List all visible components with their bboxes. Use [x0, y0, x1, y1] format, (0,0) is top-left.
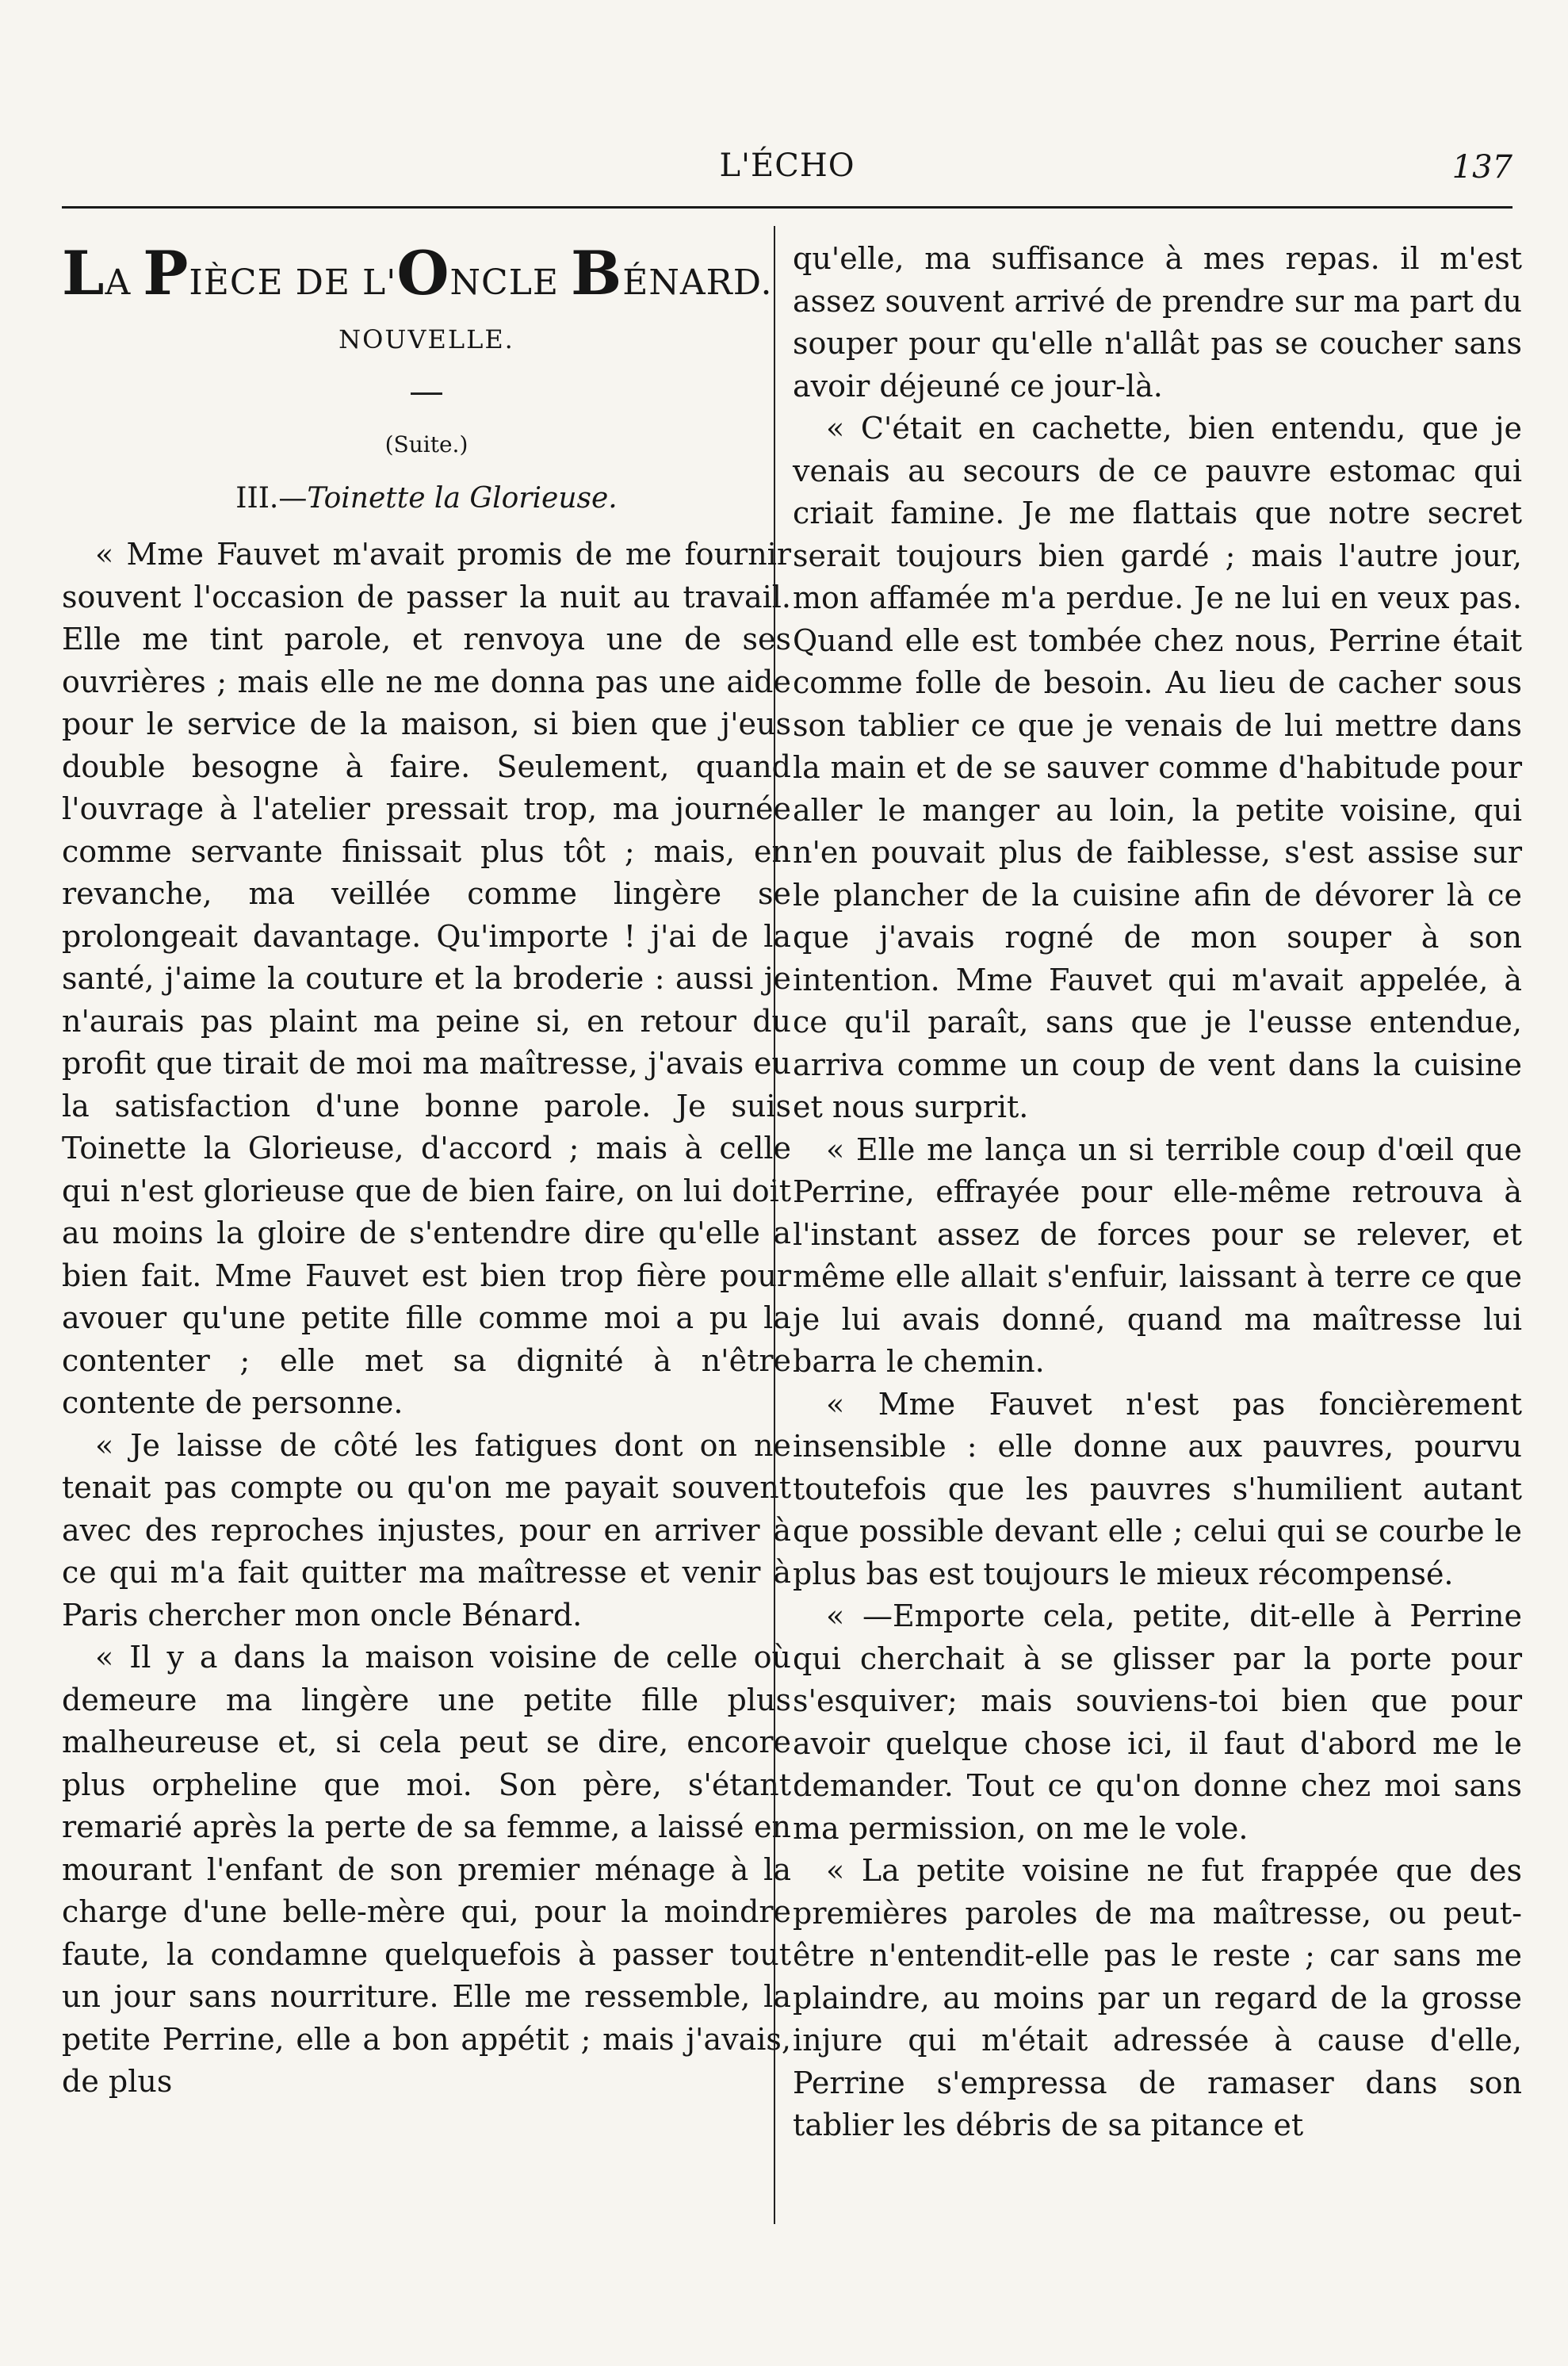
- suite-label: (Suite.): [384, 431, 468, 458]
- chapter-number: III.—: [235, 481, 308, 515]
- paragraph: « Mme Fauvet n'est pas foncièrement insensible : elle donne aux pauvres, pourvu toutefois que les pauvres s'humilient autant que possible devant elle ; celui qui se courbe le plus bas est toujours le mieux récompensé.: [793, 1386, 1522, 1591]
- left-column: [62, 238, 791, 2212]
- title-rest-4: ÉNARD.: [622, 262, 773, 303]
- paragraph: « C'était en cachette, bien entendu, que je venais au secours de ce pauvre estomac qui criait famine. Je me flattais que notre secret serait toujours bien gardé ; mais l'autre jour, mon affamée m'a perdue. Je ne lui en veux pas. Quand elle est tombée chez nous, Perrine était comme folle de besoin. Au lieu de cacher sous son tablier ce que je venais de lui mettre dans la main et de se sauver comme d'habitude pour aller le manger au loin, la petite voisine, qui n'en pouvait plus de faiblesse, s'est assise sur le plancher de la cuisine afin de dévorer là ce que j'avais rogné de mon souper à son intention. Mme Fauvet qui m'avait appelée, à ce qu'il paraît, sans que je l'eusse entendue, arriva comme un coup de vent dans la cuisine et nous surprit.: [793, 411, 1522, 1124]
- title-cap-2: P: [143, 238, 189, 308]
- article-subtitle: NOUVELLE.: [338, 324, 514, 354]
- chapter-title: Toinette la Glorieuse.: [307, 481, 618, 515]
- page-header: [62, 133, 1513, 189]
- title-rest-3: NCLE: [449, 262, 572, 303]
- paragraph: « Elle me lança un si terrible coup d'œil que Perrine, effrayée pour elle-même retrouva à l'instant assez de forces pour se relever, et même elle allait s'enfuir, laissant à terre ce que je lui avais donné, quand ma maîtresse lui barra le chemin.: [793, 1131, 1522, 1379]
- title-rest-2: IÈCE DE L': [189, 262, 397, 303]
- title-cap-1: L: [62, 238, 105, 308]
- paragraph: « La petite voisine ne fut frappée que des premières paroles de ma maîtresse, ou peut-être n'entendit-elle pas le reste ; car sans me plaindre, au moins par un regard de la grosse injure qui m'était adressée à cause d'elle, Perrine s'empressa de ramaser dans son tablier les débris de sa pitance et: [793, 1853, 1522, 2142]
- header-rule: [62, 206, 1513, 209]
- page-number: 137: [1451, 149, 1513, 186]
- paragraph-continued: qu'elle, ma suffisance à mes repas. il m'est assez souvent arrivé de prendre sur ma part du souper pour qu'elle n'allât pas se coucher sans avoir déjeuné ce jour-là.: [793, 241, 1522, 404]
- paragraph: « Il y a dans la maison voisine de celle où demeure ma lingère une petite fille plus malheureuse et, si cela peut se dire, encore plus orpheline que moi. Son père, s'étant remarié après la perte de sa femme, a laissé en mourant l'enfant de son premier ménage à la charge d'une belle-mère qui, pour la moindre faute, la condamne quelquefois à passer tout un jour sans nourriture. Elle me ressemble, la petite Perrine, elle a bon appétit ; mais j'avais, de plus: [62, 1640, 791, 2099]
- paragraph: « —Emporte cela, petite, dit-elle à Perrine qui cherchait à se glisser par la porte pour s'esquiver; mais souviens-toi bien que pour avoir quelque chose ici, il faut d'abord me le demander. Tout ce qu'on donne chez moi sans ma permission, on me le vole.: [793, 1598, 1522, 1846]
- title-cap-3: O: [396, 238, 450, 308]
- paragraph: « Mme Fauvet m'avait promis de me fournir souvent l'occasion de passer la nuit au travail. Elle me tint parole, et renvoya une de ses ouvrières ; mais elle ne me donna pas une aide pour le service de la maison, si bien que j'eus double besogne à faire. Seulement, quand l'ouvrage à l'atelier pressait trop, ma journée comme servante finissait plus tôt ; mais, en revanche, ma veillée comme lingère se prolongeait davantage. Qu'importe ! j'ai de la santé, j'aime la couture et la broderie : aussi je n'aurais pas plaint ma peine si, en retour du profit que tirait de moi ma maîtresse, j'avais eu la satisfaction d'une bonne parole. Je suis Toinette la Glorieuse, d'accord ; mais à celle qui n'est glorieuse que de bien faire, on lui doit au moins la gloire de s'entendre dire qu'elle a bien fait. Mme Fauvet est bien trop fière pour avouer qu'une petite fille comme moi a pu la contenter ; elle met sa dignité à n'être contente de personne.: [62, 537, 791, 1420]
- article-title: [62, 238, 791, 308]
- title-cap-4: B: [571, 238, 623, 308]
- chapter-heading: [62, 477, 791, 520]
- section-rule: [411, 392, 442, 395]
- running-title: L'ÉCHO: [719, 147, 855, 184]
- paragraph: « Je laisse de côté les fatigues dont on ne tenait pas compte ou qu'on me payait souvent avec des reproches injustes, pour en arriver à ce qui m'a fait quitter ma maîtresse et venir à Paris chercher mon oncle Bénard.: [62, 1427, 791, 1633]
- title-rest-1: A: [105, 262, 143, 303]
- right-column: [793, 238, 1522, 2212]
